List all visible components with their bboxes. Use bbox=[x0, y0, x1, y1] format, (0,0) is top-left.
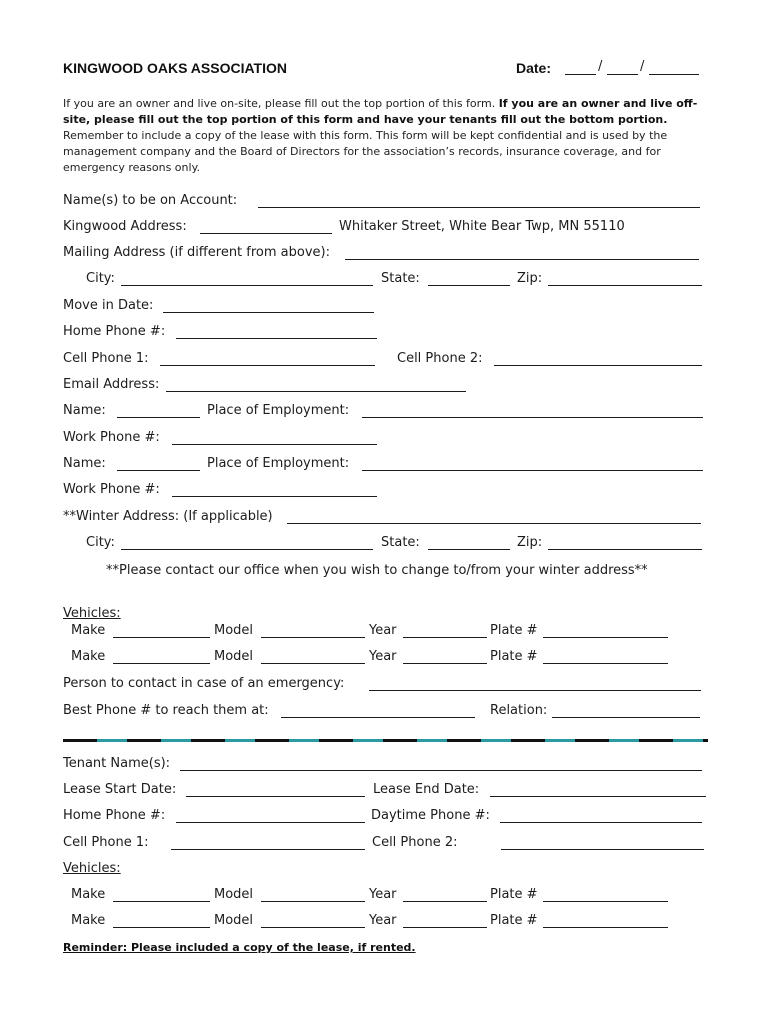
winter-zip-label: Zip: bbox=[517, 535, 543, 550]
name-1-field[interactable] bbox=[117, 417, 200, 418]
tenant-home-phone-label: Home Phone #: bbox=[63, 808, 166, 823]
intro-paragraph bbox=[63, 96, 713, 176]
best-phone-label: Best Phone # to reach them at: bbox=[63, 703, 269, 718]
section-divider bbox=[63, 739, 708, 742]
employment-1-label: Place of Employment: bbox=[207, 403, 350, 418]
date-day-field[interactable] bbox=[607, 74, 638, 75]
winter-address-label: **Winter Address: (If applicable) bbox=[63, 509, 273, 524]
cell-phone-1-label: Cell Phone 1: bbox=[63, 351, 149, 366]
lease-end-field[interactable] bbox=[490, 796, 706, 797]
work-phone-1-field[interactable] bbox=[172, 444, 377, 445]
emergency-contact-label: Person to contact in case of an emergency: bbox=[63, 676, 345, 691]
plate-field[interactable] bbox=[543, 927, 668, 928]
home-phone-field[interactable] bbox=[176, 338, 377, 339]
name-2-label: Name: bbox=[63, 456, 106, 471]
winter-state-field[interactable] bbox=[428, 549, 510, 550]
best-phone-field[interactable] bbox=[281, 717, 475, 718]
plate-label: Plate # bbox=[490, 623, 538, 638]
employment-2-field[interactable] bbox=[362, 470, 703, 471]
model-label: Model bbox=[214, 649, 254, 664]
kingwood-address-label: Kingwood Address: bbox=[63, 219, 187, 234]
plate-label: Plate # bbox=[490, 913, 538, 928]
tenant-names-field[interactable] bbox=[180, 770, 702, 771]
date-separator: / bbox=[640, 59, 645, 74]
cell-phone-2-field[interactable] bbox=[494, 365, 702, 366]
winter-state-label: State: bbox=[381, 535, 420, 550]
year-label: Year bbox=[369, 649, 397, 664]
lease-end-label: Lease End Date: bbox=[373, 782, 480, 797]
lease-start-label: Lease Start Date: bbox=[63, 782, 177, 797]
work-phone-2-label: Work Phone #: bbox=[63, 482, 160, 497]
street-text: Whitaker Street, White Bear Twp, MN 55110 bbox=[339, 219, 625, 234]
winter-city-field[interactable] bbox=[121, 549, 373, 550]
make-field[interactable] bbox=[113, 927, 210, 928]
relation-field[interactable] bbox=[552, 717, 700, 718]
model-field[interactable] bbox=[261, 637, 365, 638]
intro-text: If you are an owner and live on-site, please fill out the top portion of this form. bbox=[63, 97, 499, 110]
zip-field[interactable] bbox=[548, 285, 702, 286]
make-field[interactable] bbox=[113, 663, 210, 664]
plate-label: Plate # bbox=[490, 887, 538, 902]
names-field[interactable] bbox=[258, 207, 700, 208]
home-phone-label: Home Phone #: bbox=[63, 324, 166, 339]
model-field[interactable] bbox=[261, 927, 365, 928]
year-label: Year bbox=[369, 913, 397, 928]
intro-text: Remember to include a copy of the lease with this form. This form will be kept confidential and is used by the management company and the Board of Directors for the association’s records, insurance coverage, and for emergency reasons only. bbox=[63, 129, 668, 174]
year-field[interactable] bbox=[403, 637, 487, 638]
tenant-vehicles-heading: Vehicles: bbox=[63, 861, 121, 876]
make-label: Make bbox=[71, 623, 106, 638]
tenant-cell-1-label: Cell Phone 1: bbox=[63, 835, 149, 850]
model-label: Model bbox=[214, 623, 254, 638]
make-label: Make bbox=[71, 913, 106, 928]
mailing-address-field[interactable] bbox=[345, 259, 699, 260]
tenant-cell-2-field[interactable] bbox=[501, 849, 704, 850]
tenant-names-label: Tenant Name(s): bbox=[63, 756, 171, 771]
model-label: Model bbox=[214, 887, 254, 902]
daytime-phone-label: Daytime Phone #: bbox=[371, 808, 490, 823]
make-label: Make bbox=[71, 649, 106, 664]
relation-label: Relation: bbox=[490, 703, 548, 718]
date-month-field[interactable] bbox=[565, 74, 596, 75]
zip-label: Zip: bbox=[517, 271, 543, 286]
winter-city-label: City: bbox=[86, 535, 115, 550]
vehicles-heading: Vehicles: bbox=[63, 606, 121, 621]
work-phone-1-label: Work Phone #: bbox=[63, 430, 160, 445]
date-year-field[interactable] bbox=[649, 74, 699, 75]
emergency-contact-field[interactable] bbox=[369, 690, 701, 691]
cell-phone-1-field[interactable] bbox=[160, 365, 375, 366]
date-label: Date: bbox=[516, 60, 552, 76]
make-field[interactable] bbox=[113, 901, 210, 902]
tenant-cell-1-field[interactable] bbox=[171, 849, 365, 850]
model-field[interactable] bbox=[261, 663, 365, 664]
plate-field[interactable] bbox=[543, 637, 668, 638]
name-1-label: Name: bbox=[63, 403, 106, 418]
year-field[interactable] bbox=[403, 663, 487, 664]
mailing-address-label: Mailing Address (if different from above): bbox=[63, 245, 330, 260]
plate-field[interactable] bbox=[543, 663, 668, 664]
tenant-home-phone-field[interactable] bbox=[176, 822, 365, 823]
winter-note: **Please contact our office when you wish to change to/from your winter address** bbox=[106, 563, 648, 578]
lease-reminder: Reminder: Please included a copy of the lease, if rented. bbox=[63, 941, 416, 954]
email-label: Email Address: bbox=[63, 377, 160, 392]
tenant-cell-2-label: Cell Phone 2: bbox=[372, 835, 458, 850]
names-label: Name(s) to be on Account: bbox=[63, 193, 238, 208]
state-field[interactable] bbox=[428, 285, 510, 286]
form-title: KINGWOOD OAKS ASSOCIATION bbox=[63, 60, 287, 76]
city-label: City: bbox=[86, 271, 115, 286]
lease-start-field[interactable] bbox=[186, 796, 365, 797]
email-field[interactable] bbox=[166, 391, 466, 392]
make-label: Make bbox=[71, 887, 106, 902]
move-in-date-label: Move in Date: bbox=[63, 298, 154, 313]
year-label: Year bbox=[369, 887, 397, 902]
year-label: Year bbox=[369, 623, 397, 638]
employment-1-field[interactable] bbox=[362, 417, 703, 418]
work-phone-2-field[interactable] bbox=[172, 496, 377, 497]
plate-field[interactable] bbox=[543, 901, 668, 902]
employment-2-label: Place of Employment: bbox=[207, 456, 350, 471]
daytime-phone-field[interactable] bbox=[500, 822, 702, 823]
city-field[interactable] bbox=[121, 285, 373, 286]
move-in-date-field[interactable] bbox=[163, 312, 374, 313]
year-field[interactable] bbox=[403, 901, 487, 902]
year-field[interactable] bbox=[403, 927, 487, 928]
model-field[interactable] bbox=[261, 901, 365, 902]
plate-label: Plate # bbox=[490, 649, 538, 664]
kingwood-address-field[interactable] bbox=[200, 233, 332, 234]
intro-bold-text: If you are an owner and live off-site, please fill out the top portion of this form and have your tenants fill out the bottom portion. bbox=[63, 97, 698, 126]
state-label: State: bbox=[381, 271, 420, 286]
winter-address-field[interactable] bbox=[287, 523, 701, 524]
name-2-field[interactable] bbox=[117, 470, 200, 471]
cell-phone-2-label: Cell Phone 2: bbox=[397, 351, 483, 366]
make-field[interactable] bbox=[113, 637, 210, 638]
model-label: Model bbox=[214, 913, 254, 928]
winter-zip-field[interactable] bbox=[548, 549, 702, 550]
date-separator: / bbox=[598, 59, 603, 74]
